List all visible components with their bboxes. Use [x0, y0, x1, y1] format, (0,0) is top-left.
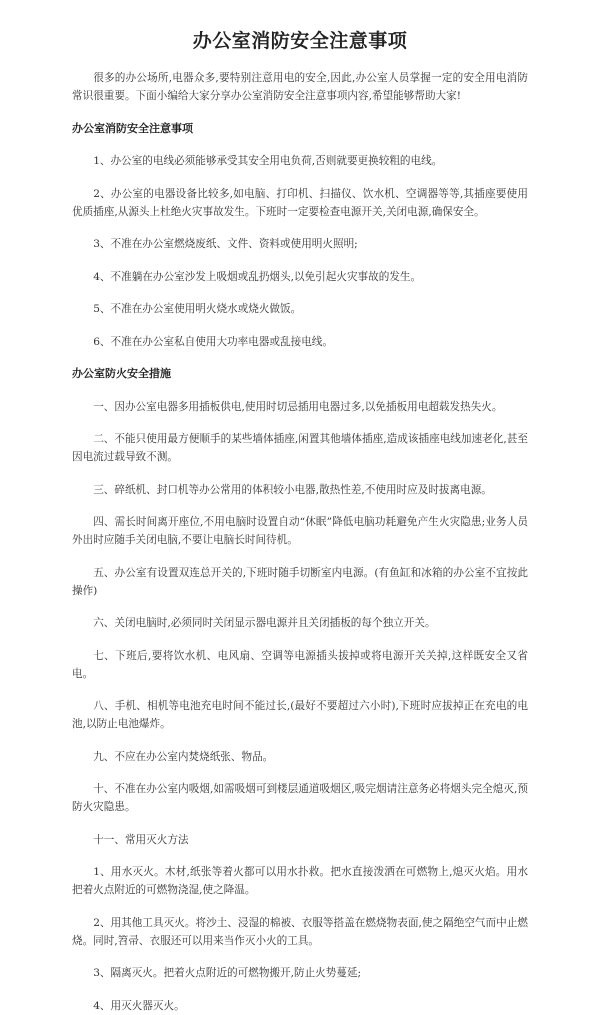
extinguish-method-2: 2、用其他工具灭火。将沙土、浸湿的棉被、衣服等搭盖在燃烧物表面,使之隔绝空气而中止燃烧。同时,笤帚、衣服还可以用来当作灭小火的工具。 [72, 916, 528, 947]
safety-item-1: 1、办公室的电线必须能够承受其安全用电负荷,否则就要更换较粗的电线。 [93, 155, 443, 167]
section-heading-safety-notes: 办公室消防安全注意事项 [72, 121, 193, 135]
safety-item-2: 2、办公室的电器设备比较多,如电脑、打印机、扫描仪、饮水机、空调器等等,其插座要使用优质插座,从源头上杜绝火灾事故发生。下班时一定要检查电源开关,关闭电源,确保安全。 [72, 187, 528, 218]
measure-item-5: 五、办公室有设置双连总开关的,下班时随手切断室内电源。(有鱼缸和冰箱的办公室不宜按此操作) [72, 566, 528, 597]
safety-item-4: 4、不准躺在办公室沙发上吸烟或乱扔烟头,以免引起火灾事故的发生。 [93, 270, 422, 283]
measure-item-4: 四、需长时间离开座位,不用电脑时设置自动“休眠”降低电脑功耗避免产生火灾隐患;业务人员外出时应随手关闭电脑,不要让电脑长时间待机。 [72, 516, 528, 546]
measure-item-10: 十、不准在办公室内吸烟,如需吸烟可到楼层通道吸烟区,吸完烟请注意务必将烟头完全熄灭,预防火灾隐患。 [72, 783, 528, 813]
measure-item-8: 八、手机、相机等电池充电时间不能过长,(最好不要超过六小时),下班时应拔掉正在充电的电池,以防止电池爆炸。 [72, 700, 528, 730]
measure-item-7: 七、下班后,要将饮水机、电风扇、空调等电源插头拔掉或将电源开关关掉,这样既安全又省电。 [72, 649, 528, 680]
measure-item-6: 六、关闭电脑时,必须同时关闭显示器电源并且关闭插板的每个独立开关。 [93, 617, 436, 629]
measure-item-2: 二、不能只使用最方便顺手的某些墙体插座,闲置其他墙体插座,造成该插座电线加速老化,甚至因电流过载导致不测。 [72, 433, 528, 463]
section-heading-fire-prevention: 办公室防火安全措施 [72, 367, 171, 380]
extinguish-method-1: 1、用水灭火。木材,纸张等着火都可以用水扑救。把水直接泼洒在可燃物上,熄灭火焰。用水把着火点附近的可燃物浇湿,使之降温。 [72, 866, 528, 896]
document-title: 办公室消防安全注意事项 [192, 30, 408, 52]
safety-item-3: 3、不准在办公室燃烧废纸、文件、资料或使用明火照明; [93, 238, 358, 250]
safety-item-5: 5、不准在办公室使用明火烧水或烧火做饭。 [93, 303, 302, 315]
intro-paragraph: 很多的办公场所,电器众多,要特别注意用电的安全,因此,办公室人员掌握一定的安全用电消防常识很重要。下面小编给大家分享办公室消防安全注意事项内容,希望能够帮助大家! [72, 72, 528, 102]
safety-item-6: 6、不准在办公室私自使用大功率电器或乱接电线。 [93, 335, 333, 348]
measure-item-3: 三、碎纸机、封口机等办公常用的体积较小电器,散热性差,不使用时应及时拔离电源。 [93, 483, 492, 496]
measure-item-9: 九、不应在办公室内焚烧纸张、物品。 [93, 750, 274, 763]
measure-item-11-heading: 十一、常用灭火方法 [93, 833, 189, 846]
extinguish-method-3: 3、隔离灭火。把着火点附近的可燃物搬开,防止火势蔓延; [93, 967, 362, 979]
extinguish-method-4: 4、用灭火器灭火。 [93, 999, 185, 1012]
measure-item-1: 一、因办公室电器多用插板供电,使用时切忌插用电器过多,以免插板用电超载发热失火。 [93, 400, 503, 413]
